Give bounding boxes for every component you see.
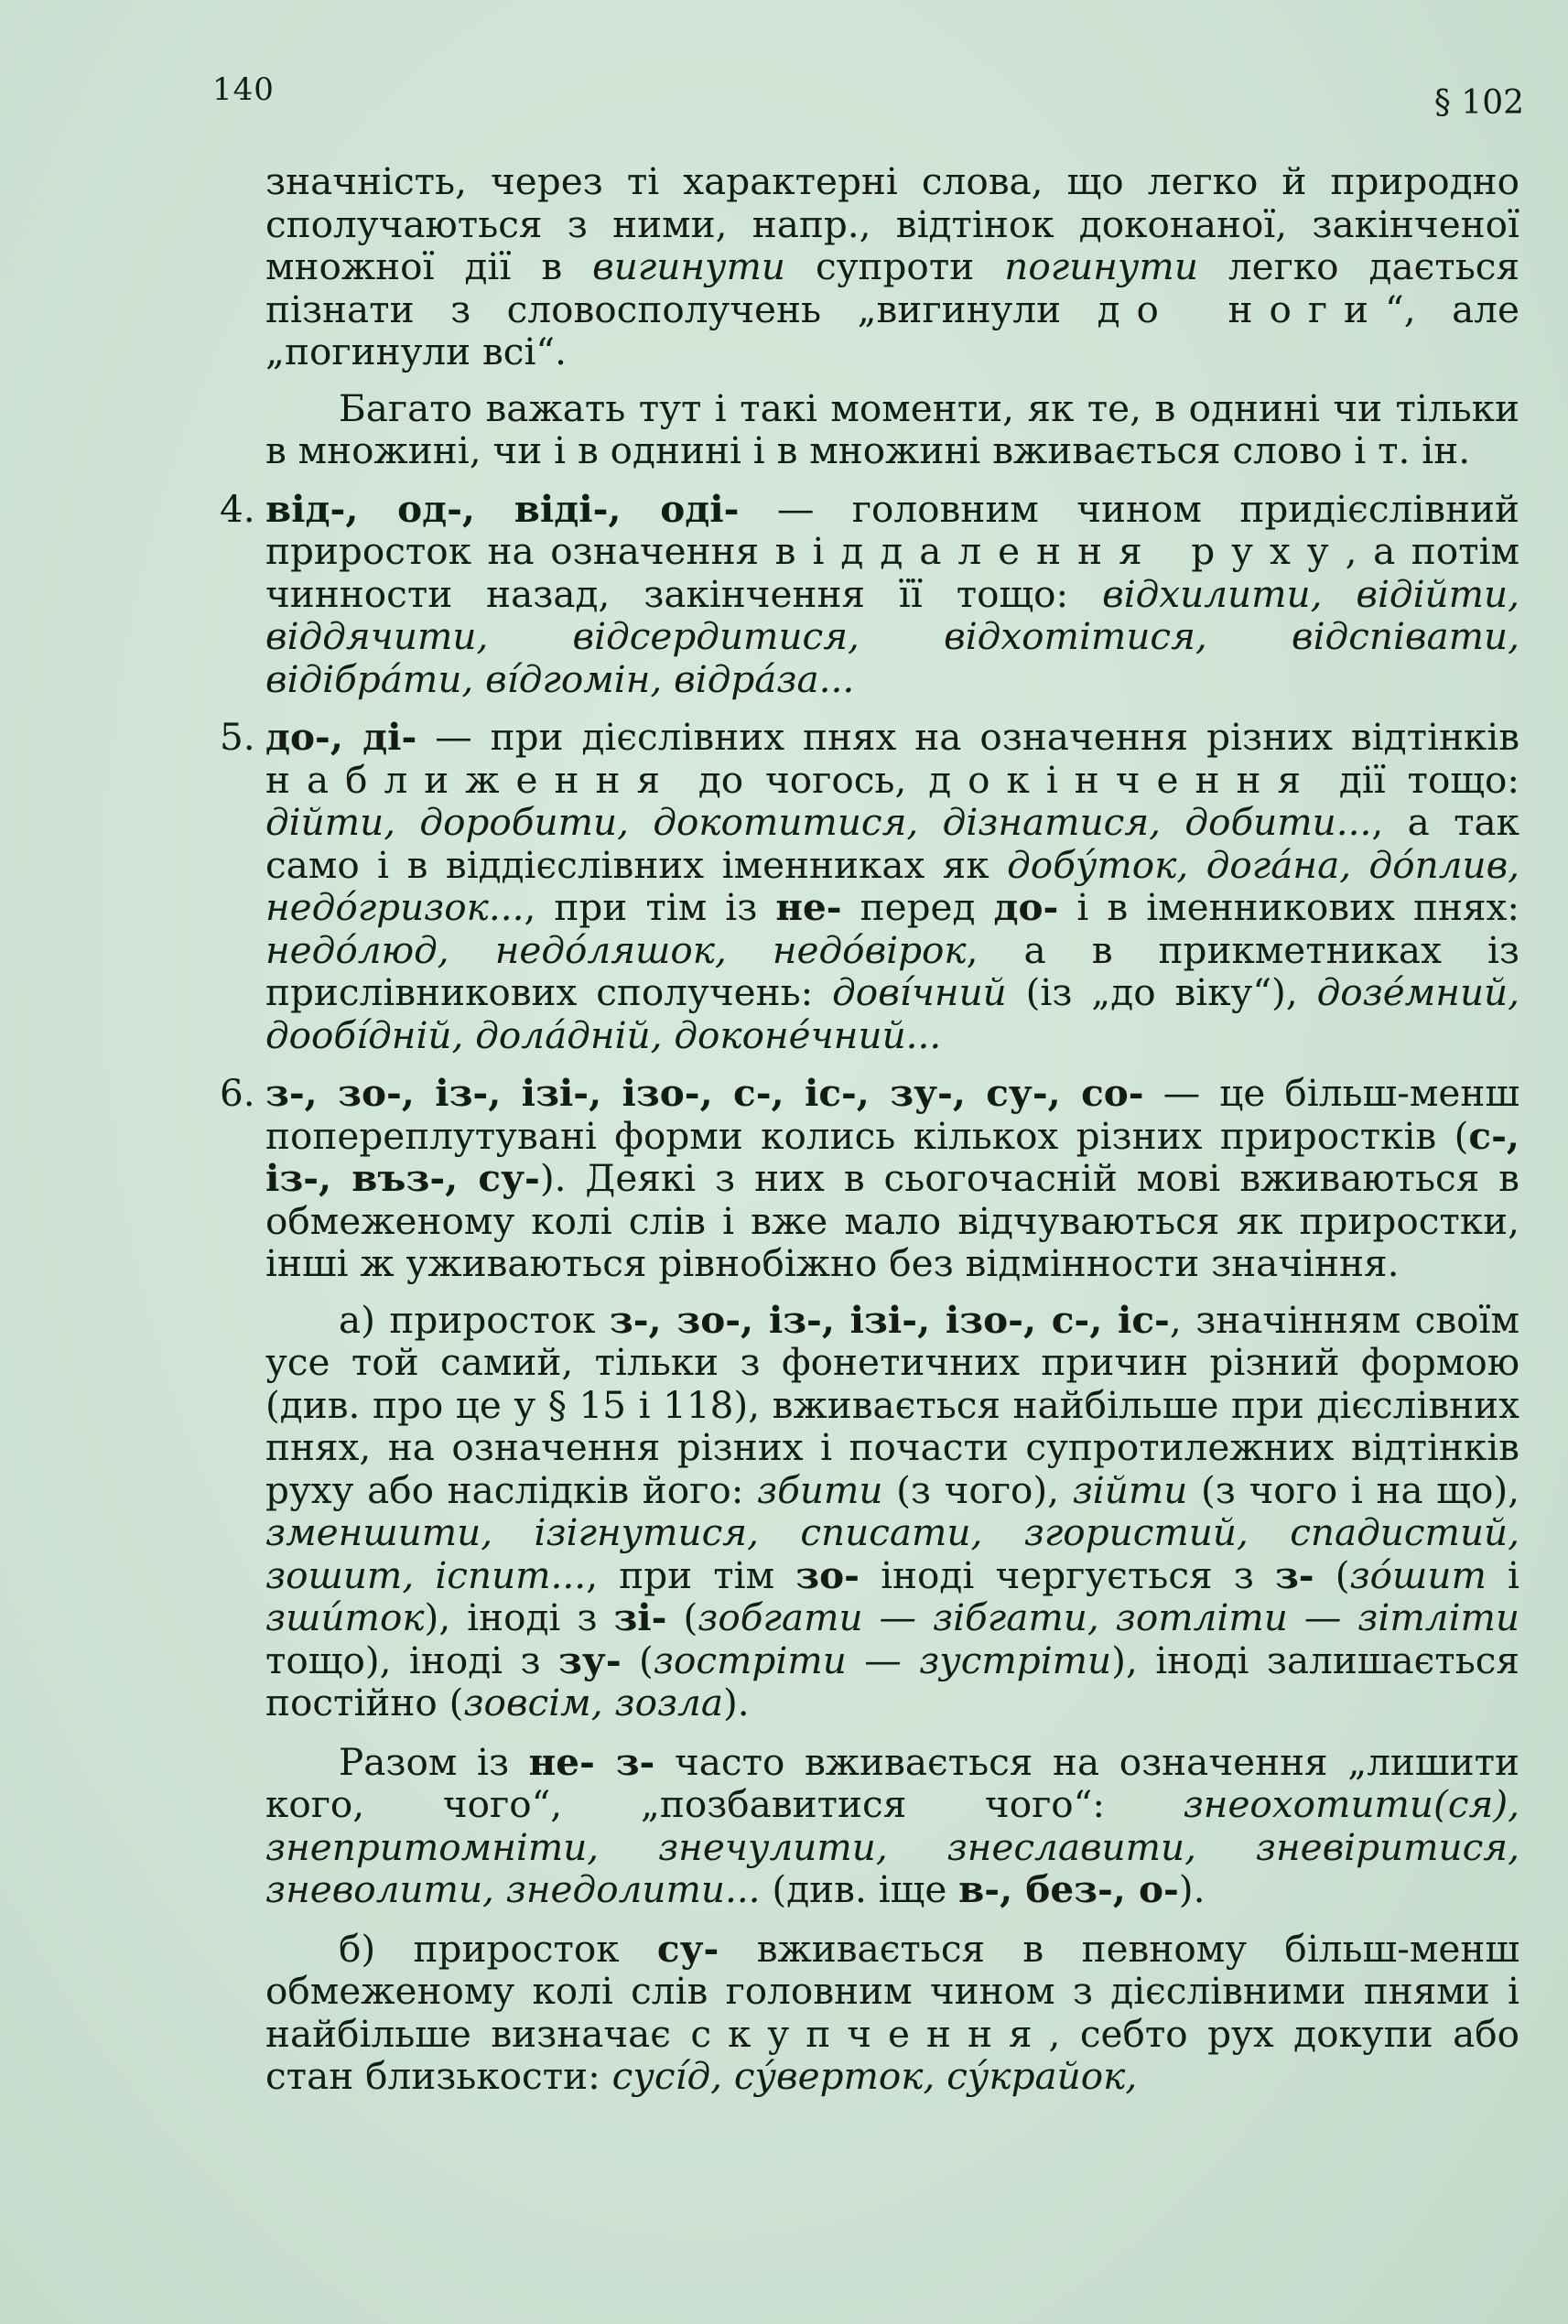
subparagraph-b: б) приросток су- вживається в певному більш-менш обмеженому колі слів головним чином з дієслівними пнями і найбільше визначає скупчення, себто рух докупи або стан близькости: сусі́д, су́верток, су́крайок, (265, 1926, 1519, 2098)
item-number: 4. (220, 486, 255, 531)
list-item-5: 5. до-, ді- — при дієслівних пнях на означення різних відтінків наближення до чогось, докінчення дії тощо: дійти, доробити, докотитися, дізнатися, добити..., а так само і в віддієслівних іменниках як добу́ток, дога́на, до́плив, недо́гризок..., при тім із не- перед до- і в іменникових пнях: недо́люд, недо́ляшок, недо́вірок, а в прикметниках із прислівникових сполучень: дові́чний (із „до віку“), дозе́мний, доoбі́дній, дола́дній, доконе́чний... (220, 715, 1520, 1057)
item-number: 6. (220, 1071, 255, 1115)
item-number: 5. (220, 715, 255, 759)
subparagraph-a: а) приросток з-, зо-, із-, ізі-, ізо-, с-, іс-, значінням своїм усе той самий, тільки з фонетичних причин різний формою (див. про це у § 15 і 118), вживається найбільше при дієслівних пнях, на означення різних і почасти супротилежних відтінків руху або наслідків його: збити (з чого), зійти (з чого і на що), зменшити, ізігнутися, списати, згористий, спадистий, зошит, іспит..., при тім зо- іноді чергується з з- (зо́шит і зши́ток), іноді з зі- (зобгати — зібгати, зотліти — зітліти тощо), іноді з зу- (зостріти — зустріти), іноді залишається постійно (зовсім, зозла). (265, 1297, 1519, 1724)
paragraph-1: значність, через ті характерні слова, що легко й природно сполучаються з ними, напр., відтінок доконаної, закінченої множної дії в вигинути супроти погинути легко дається пізнати з словосполучень „вигинули до ноги“, але „погинули всі“. (265, 159, 1519, 373)
section-number: § 102 (1433, 84, 1524, 122)
page-number: 140 (212, 71, 275, 108)
list-item-4: 4. від-, од-, віді-, оді- — головним чином придієслівний приросток на означення віддалення руху, а потім чинности назад, закінчення її тощо: відхилити, відійти, віддячити, відсердитися, відхотітися, відспівати, відібра́ти, ві́дгомін, відра́за... (220, 486, 1519, 701)
list-item-6: 6. з-, зо-, із-, ізі-, ізо-, с-, іс-, зу-, су-, со- — це більш-менш попереплутувані форми колись кількох різних приростків (с-, із-, въз-, су-). Деякі з них в сьогочасній мові вживаються в обмеженому колі слів і вже мало відчуваються як приростки, інші ж уживаються рівнобіжно без відмінности значіння. а) приросток з-, зо-, із-, ізі-, ізо-, с-, іс-, значінням своїм усе той самий, тільки з фонетичних причин різний формою (див. про це у § 15 і 118), вживається найбільше при дієслівних пнях, на означення різних і почасти супротилежних відтінків руху або наслідків його: збити (з чого), зійти (з чого і на що), зменшити, ізігнутися, списати, згористий, спадистий, зошит, іспит..., при тім зо- іноді чергується з з- (зо́шит і зши́ток), іноді з зі- (зобгати — зібгати, зотліти — зітліти тощо), іноді з зу- (зостріти — зустріти), іноді залишається постійно (зовсім, зозла). Разом із не- з- часто вживається на означення „лишити кого, чого“, „позбавитися чого“: знеохотити(ся), знепритомніти, знечулити, знеславити, зневіритися, зневолити, знедолити... (див. іще в-, без-, о-). б) приросток су- вживається в певному більш-менш обмеженому колі слів головним чином з дієслівними пнями і найбільше визначає скупчення, себто рух докупи або стан близькости: сусі́д, су́верток, су́крайок, (220, 1071, 1519, 2098)
paragraph-2: Багато важать тут і такі моменти, як те, в однині чи тільки в множині, чи і в однині і в множині вживається слово і т. ін. (265, 385, 1519, 472)
paragraph-razom: Разом із не- з- часто вживається на означення „лишити кого, чого“, „позбавитися чого“: знеохотити(ся), знепритомніти, знечулити, знеславити, зневіритися, зневолити, знедолити... (див. іще в-, без-, о-). (265, 1739, 1519, 1911)
main-text (220, 159, 1520, 2098)
